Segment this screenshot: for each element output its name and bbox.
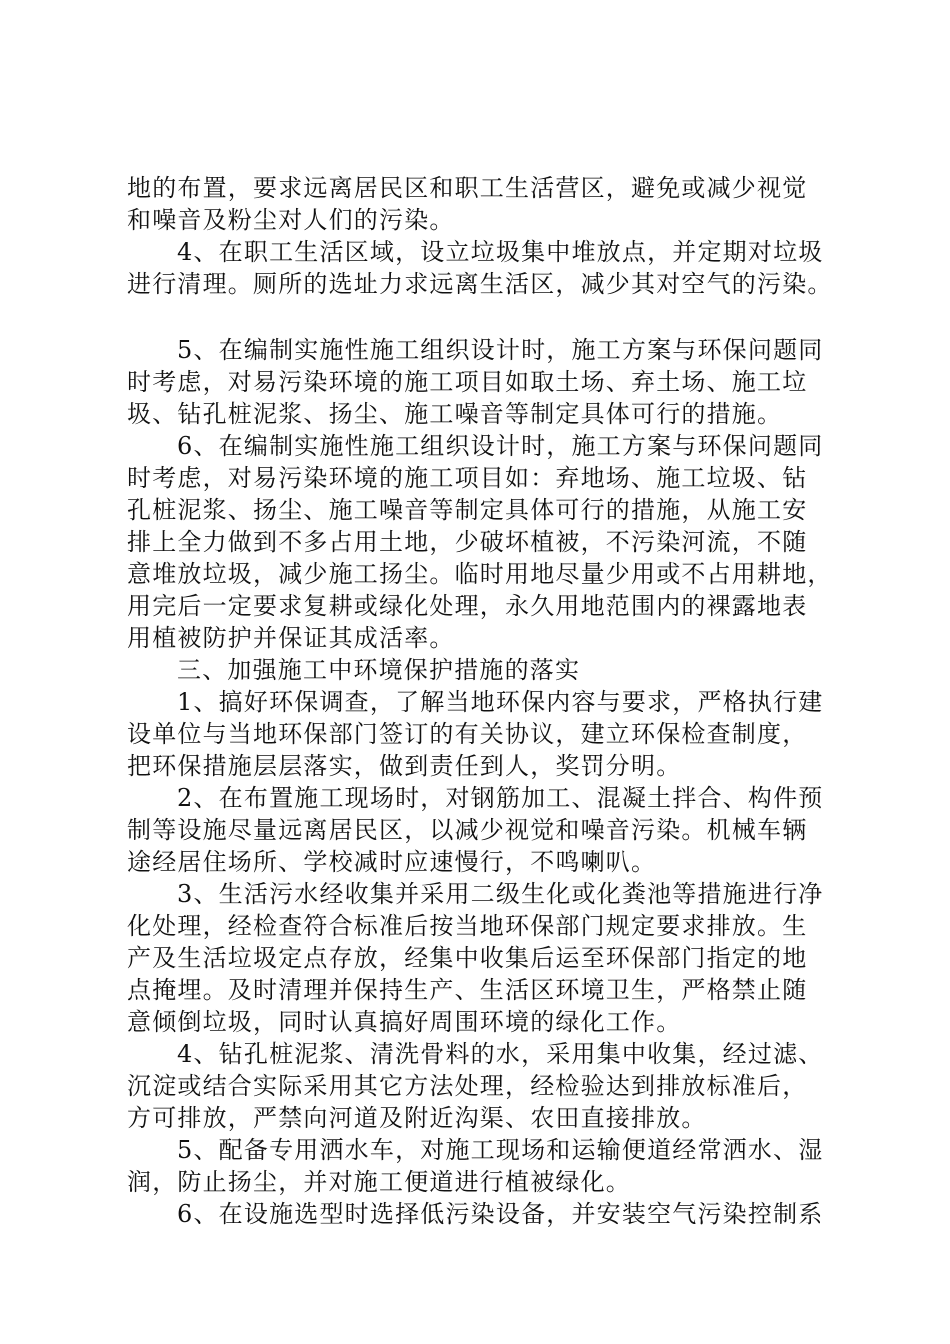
text-line: 排上全力做到不多占用土地，少破坏植被，不污染河流，不随: [127, 528, 808, 556]
text-line: 1、搞好环保调查，了解当地环保内容与要求，严格执行建: [177, 688, 824, 716]
text-line: 时考虑，对易污染环境的施工项目如取土场、弃土场、施工垃: [127, 368, 808, 396]
text-line: 意堆放垃圾，减少施工扬尘。临时用地尽量少用或不占用耕地，: [127, 560, 833, 588]
text-line: 产及生活垃圾定点存放，经集中收集后运至环保部门指定的地: [127, 944, 808, 972]
text-line: 6、在编制实施性施工组织设计时，施工方案与环保问题同: [177, 432, 824, 460]
text-line: 制等设施尽量远离居民区，以减少视觉和噪音污染。机械车辆: [127, 816, 808, 844]
text-line: 用植被防护并保证其成活率。: [127, 624, 455, 652]
text-line: 意倾倒垃圾，同时认真搞好周围环境的绿化工作。: [127, 1008, 682, 1036]
text-line: 3、生活污水经收集并采用二级生化或化粪池等措施进行净: [177, 880, 824, 908]
text-line: 把环保措施层层落实，做到责任到人，奖罚分明。: [127, 752, 682, 780]
text-line: 用完后一定要求复耕或绿化处理，永久用地范围内的裸露地表: [127, 592, 808, 620]
text-line: 进行清理。厕所的选址力求远离生活区，减少其对空气的污染。: [127, 270, 833, 298]
text-line: 5、在编制实施性施工组织设计时，施工方案与环保问题同: [177, 336, 824, 364]
text-line: 点掩埋。及时清理并保持生产、生活区环境卫生，严格禁止随: [127, 976, 808, 1004]
text-line: 时考虑，对易污染环境的施工项目如：弃地场、施工垃圾、钻: [127, 464, 808, 492]
text-line: 沉淀或结合实际采用其它方法处理，经检验达到排放标准后，: [127, 1072, 808, 1100]
paragraph-gap: [127, 300, 839, 334]
text-line: 孔桩泥浆、扬尘、施工噪音等制定具体可行的措施，从施工安: [127, 496, 808, 524]
text-line: 途经居住场所、学校减时应速慢行，不鸣喇叭。: [127, 848, 657, 876]
text-line: 化处理，经检查符合标准后按当地环保部门规定要求排放。生: [127, 912, 808, 940]
text-line: 4、在职工生活区域，设立垃圾集中堆放点，并定期对垃圾: [177, 238, 824, 266]
text-line: 设单位与当地环保部门签订的有关协议，建立环保检查制度，: [127, 720, 808, 748]
section-heading: 三、加强施工中环境保护措施的落实: [177, 656, 581, 684]
text-line: 4、钻孔桩泥浆、清洗骨料的水，采用集中收集，经过滤、: [177, 1040, 824, 1068]
text-line: 6、在设施选型时选择低污染设备，并安装空气污染控制系: [177, 1200, 824, 1228]
text-line: 和噪音及粉尘对人们的污染。: [127, 206, 455, 234]
text-line: 5、配备专用洒水车，对施工现场和运输便道经常洒水、湿: [177, 1136, 824, 1164]
text-line: 圾、钻孔桩泥浆、扬尘、施工噪音等制定具体可行的措施。: [127, 400, 783, 428]
text-line: 方可排放，严禁向河道及附近沟渠、农田直接排放。: [127, 1104, 707, 1132]
document-body: [127, 172, 839, 1230]
text-line: 润，防止扬尘，并对施工便道进行植被绿化。: [127, 1168, 631, 1196]
text-line: 2、在布置施工现场时，对钢筋加工、混凝土拌合、构件预: [177, 784, 824, 812]
text-line: 地的布置，要求远离居民区和职工生活营区，避免或减少视觉: [127, 174, 808, 202]
